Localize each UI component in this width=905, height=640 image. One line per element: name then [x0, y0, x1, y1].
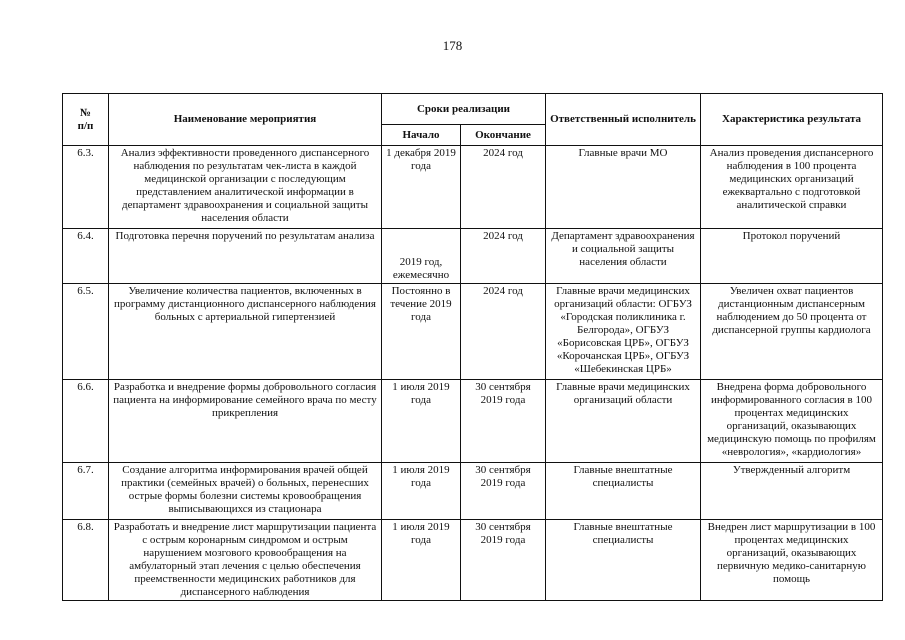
row-number: 6.3.: [63, 146, 109, 229]
header-responsible: Ответственный исполнитель: [546, 94, 701, 146]
header-num: № п/п: [63, 94, 109, 146]
activity-name: Увеличение количества пациентов, включенных в программу дистанционного диспансерного наблюдения больных с артериальной гипертензией: [109, 284, 382, 380]
responsible: Главные внештатные специалисты: [546, 520, 701, 601]
start-date: 1 июля 2019 года: [382, 520, 461, 601]
responsible: Главные внештатные специалисты: [546, 463, 701, 520]
row-number: 6.5.: [63, 284, 109, 380]
end-date: 30 сентября 2019 года: [461, 380, 546, 463]
activity-name: Анализ эффективности проведенного диспансерного наблюдения по результатам чек-листа в каждой медицинской организации с последующим представлением аналитической информации в департамент здравоохранения и социальной защиты населения области: [109, 146, 382, 229]
end-date: 2024 год: [461, 146, 546, 229]
header-period: Сроки реализации: [382, 94, 546, 125]
end-date: 30 сентября 2019 года: [461, 520, 546, 601]
activity-name: Разработать и внедрение лист маршрутизации пациента с острым коронарным синдромом и острым нарушением мозгового кровообращения на амбулаторный этап лечения с целью обеспечения преемственности медицинских работников для диспансерного наблюдения: [109, 520, 382, 601]
header-start: Начало: [382, 125, 461, 146]
responsible: Департамент здравоохранения и социальной защиты населения области: [546, 229, 701, 284]
row-number: 6.7.: [63, 463, 109, 520]
table-row: [63, 463, 883, 520]
result: Утвержденный алгоритм: [701, 463, 883, 520]
table-row: [63, 229, 883, 284]
result: Увеличен охват пациентов дистанционным диспансерным наблюдением до 50 процента от диспансерной группы кардиолога: [701, 284, 883, 380]
row-number: 6.4.: [63, 229, 109, 284]
header-end: Окончание: [461, 125, 546, 146]
row-number: 6.6.: [63, 380, 109, 463]
start-date: 1 июля 2019 года: [382, 380, 461, 463]
table-row: [63, 284, 883, 380]
result: Внедрен лист маршрутизации в 100 процентах медицинских организаций, оказывающих первичную медико-санитарную помощь: [701, 520, 883, 601]
page-number: 178: [442, 38, 463, 53]
result: Внедрена форма добровольного информированного согласия в 100 процентах медицинских организаций, оказывающих медицинскую помощь по профилям «неврология», «кардиология»: [701, 380, 883, 463]
start-date: 2019 год, ежемесячно: [382, 229, 461, 284]
end-date: 2024 год: [461, 229, 546, 284]
end-date: 2024 год: [461, 284, 546, 380]
header-result: Характеристика результата: [701, 94, 883, 146]
responsible: Главные врачи МО: [546, 146, 701, 229]
activity-name: Создание алгоритма информирования врачей общей практики (семейных врачей) о больных, перенесших острые формы болезни системы кровообращения выписывающихся из стационара: [109, 463, 382, 520]
end-date: 30 сентября 2019 года: [461, 463, 546, 520]
responsible: Главные врачи медицинских организаций области: ОГБУЗ «Городская поликлиника г. Белгорода», ОГБУЗ «Борисовская ЦРБ», ОГБУЗ «Корочанская ЦРБ», ОГБУЗ «Шебекинская ЦРБ»: [546, 284, 701, 380]
table-row: [63, 146, 883, 229]
table-row: [63, 380, 883, 463]
start-date: 1 декабря 2019 года: [382, 146, 461, 229]
activities-table: [62, 93, 883, 601]
header-name: Наименование мероприятия: [109, 94, 382, 146]
result: Анализ проведения диспансерного наблюдения в 100 процента медицинских организаций ежеквартально с подготовкой аналитической справки: [701, 146, 883, 229]
start-date: Постоянно в течение 2019 года: [382, 284, 461, 380]
table-row: [63, 520, 883, 601]
start-date: 1 июля 2019 года: [382, 463, 461, 520]
row-number: 6.8.: [63, 520, 109, 601]
result: Протокол поручений: [701, 229, 883, 284]
activity-name: Подготовка перечня поручений по результатам анализа: [109, 229, 382, 284]
table-header: [63, 94, 883, 146]
responsible: Главные врачи медицинских организаций области: [546, 380, 701, 463]
activity-name: Разработка и внедрение формы добровольного согласия пациента на информирование семейного врача по месту прикрепления: [109, 380, 382, 463]
